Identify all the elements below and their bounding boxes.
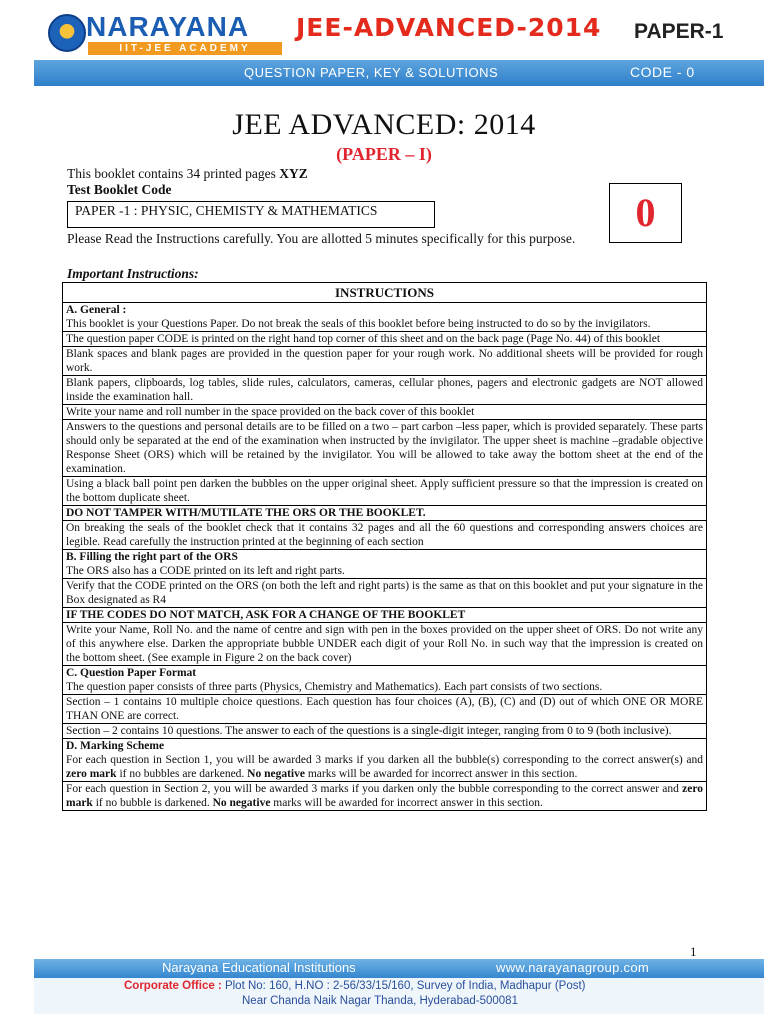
document-subtitle: (PAPER – I) bbox=[336, 144, 432, 164]
table-row bbox=[63, 303, 707, 332]
table-cell bbox=[63, 550, 707, 579]
instruction-text: Write your name and roll number in the space provided on the back cover of this booklet bbox=[63, 405, 707, 420]
page-header bbox=[0, 0, 768, 88]
pages-line bbox=[67, 166, 308, 182]
instruction-text: This booklet is your Questions Paper. Do not break the seals of this booklet before being instructed to do so by the invigilators. bbox=[66, 318, 651, 330]
table-row bbox=[63, 695, 707, 724]
instruction-text: For each question in Section 1, you will be awarded 3 marks if you darken all the bubble(s) corresponding to the correct answer(s) and bbox=[66, 754, 703, 766]
instruction-warning: DO NOT TAMPER WITH/MUTILATE THE ORS OR THE BOOKLET. bbox=[63, 506, 707, 521]
header-band bbox=[34, 60, 764, 86]
instruction-text: Answers to the questions and personal details are to be filled on a two – part carbon –less paper, which is provided separately. These parts should only be separated at the end of the examination when instructed by the invigilator. The upper sheet is machine –gradable objective Response Sheet (ORS) which will be retained by the invigilator. You will be allowed to take away the bottom sheet at the end of the examination. bbox=[63, 420, 707, 477]
table-row bbox=[63, 550, 707, 579]
document-title: JEE ADVANCED: 2014 bbox=[232, 108, 536, 141]
instruction-text: The ORS also has a CODE printed on its left and right parts. bbox=[66, 565, 345, 577]
footer-band bbox=[34, 959, 764, 978]
table-row bbox=[63, 739, 707, 782]
instruction-text: Section – 2 contains 10 questions. The answer to each of the questions is a single-digit integer, ranging from 0 to 9 (both inclusive). bbox=[63, 724, 707, 739]
emblem-icon bbox=[48, 14, 86, 52]
instruction-text: marks will be awarded for incorrect answer in this section. bbox=[270, 797, 543, 809]
address-line-2: Near Chanda Naik Nagar Thanda, Hyderabad-500081 bbox=[242, 995, 518, 1007]
table-cell bbox=[63, 739, 707, 782]
band-code: CODE - 0 bbox=[630, 64, 695, 80]
exam-title: JEE-ADVANCED-2014 bbox=[296, 13, 602, 42]
band-text: QUESTION PAPER, KEY & SOLUTIONS bbox=[244, 65, 499, 80]
code-box: 0 bbox=[609, 183, 682, 243]
footer-address bbox=[34, 978, 764, 1014]
instruction-text: Blank spaces and blank pages are provided in the question paper for your rough work. No additional sheets will be provided for rough work. bbox=[63, 347, 707, 376]
table-row bbox=[63, 666, 707, 695]
instruction-text: Verify that the CODE printed on the ORS (on both the left and right parts) is the same as that on this booklet and put your signature in the Box designated as R4 bbox=[63, 579, 707, 608]
address-line-1 bbox=[124, 980, 586, 992]
instruction-warning: IF THE CODES DO NOT MATCH, ASK FOR A CHANGE OF THE BOOKLET bbox=[63, 608, 707, 623]
table-row bbox=[63, 521, 707, 550]
table-row bbox=[63, 623, 707, 666]
section-heading: D. Marking Scheme bbox=[66, 740, 165, 752]
instruction-text: if no bubbles are darkened. bbox=[116, 768, 248, 780]
table-row bbox=[63, 608, 707, 623]
important-instructions-label: Important Instructions: bbox=[67, 266, 199, 281]
instruction-text: The question paper CODE is printed on the right hand top corner of this sheet and on the back page (Page No. 44) of this booklet bbox=[63, 332, 707, 347]
table-row bbox=[63, 347, 707, 376]
instruction-text: For each question in Section 2, you will be awarded 3 marks if you darken only the bubble corresponding to the correct answer and bbox=[66, 783, 683, 795]
instruction-text: Using a black ball point pen darken the bubbles on the upper original sheet. Apply sufficient pressure so that the impression is created on the bottom duplicate sheet. bbox=[63, 477, 707, 506]
read-instructions-text: Please Read the Instructions carefully. You are allotted 5 minutes specifically for this purpose. bbox=[67, 231, 576, 246]
pages-line-code: XYZ bbox=[279, 166, 308, 181]
subject-box: PAPER -1 : PHYSIC, CHEMISTY & MATHEMATICS bbox=[67, 201, 435, 228]
table-row bbox=[63, 420, 707, 477]
table-row bbox=[63, 506, 707, 521]
brand-name: NARAYANA bbox=[86, 11, 250, 42]
page-number: 1 bbox=[690, 944, 697, 959]
booklet-code-label: Test Booklet Code bbox=[67, 182, 172, 197]
emphasis-text: No negative bbox=[212, 797, 271, 809]
footer-institution: Narayana Educational Institutions bbox=[162, 960, 356, 975]
paper-label: PAPER-1 bbox=[634, 20, 724, 43]
section-heading: C. Question Paper Format bbox=[66, 667, 197, 679]
table-row bbox=[63, 477, 707, 506]
table-cell bbox=[63, 666, 707, 695]
emphasis-text: zero mark bbox=[66, 783, 703, 809]
section-heading: B. Filling the right part of the ORS bbox=[66, 551, 238, 563]
table-row bbox=[63, 782, 707, 811]
instruction-text: Write your Name, Roll No. and the name of centre and sign with pen in the boxes provided on the upper sheet of ORS. Do not write any of this anywhere else. Darken the appropriate bubble UNDER each digit of your Roll No. in such way that the impression is created on the bottom sheet. (See example in Figure 2 on the back cover) bbox=[63, 623, 707, 666]
page-footer bbox=[0, 959, 768, 1024]
instruction-text: Section – 1 contains 10 multiple choice questions. Each question has four choices (A), (B), (C) and (D) out of which ONE OR MORE THAN ONE are correct. bbox=[63, 695, 707, 724]
instruction-text: Blank papers, clipboards, log tables, slide rules, calculators, cameras, cellular phones, pagers and electronic gadgets are NOT allowed inside the examination hall. bbox=[63, 376, 707, 405]
table-cell bbox=[63, 303, 707, 332]
instruction-text: if no bubble is darkened. bbox=[92, 797, 213, 809]
address-text-1: Plot No: 160, H.NO : 2-56/33/15/160, Survey of India, Madhapur (Post) bbox=[221, 980, 586, 992]
instruction-text: On breaking the seals of the booklet check that it contains 32 pages and all the 60 questions and corresponding answers choices are legible. Read carefully the instruction printed at the beginning of each section bbox=[63, 521, 707, 550]
section-heading: A. General : bbox=[66, 304, 127, 316]
table-row bbox=[63, 376, 707, 405]
table-row bbox=[63, 332, 707, 347]
emphasis-text: No negative bbox=[247, 768, 305, 780]
footer-website: www.narayanagroup.com bbox=[496, 960, 649, 975]
table-cell bbox=[63, 782, 707, 811]
table-header-row bbox=[63, 283, 707, 303]
emphasis-text: zero mark bbox=[66, 768, 117, 780]
brand-tagline: IIT-JEE ACADEMY bbox=[88, 42, 282, 55]
corporate-office-label: Corporate Office : bbox=[124, 980, 222, 992]
pages-line-text: This booklet contains 34 printed pages bbox=[67, 166, 280, 181]
table-row bbox=[63, 724, 707, 739]
instruction-text: The question paper consists of three parts (Physics, Chemistry and Mathematics). Each part consists of two sections. bbox=[66, 681, 603, 693]
table-header: INSTRUCTIONS bbox=[63, 283, 707, 303]
table-row bbox=[63, 405, 707, 420]
instruction-text: marks will be awarded for incorrect answer in this section. bbox=[304, 768, 578, 780]
instructions-table bbox=[62, 282, 707, 811]
table-row bbox=[63, 579, 707, 608]
